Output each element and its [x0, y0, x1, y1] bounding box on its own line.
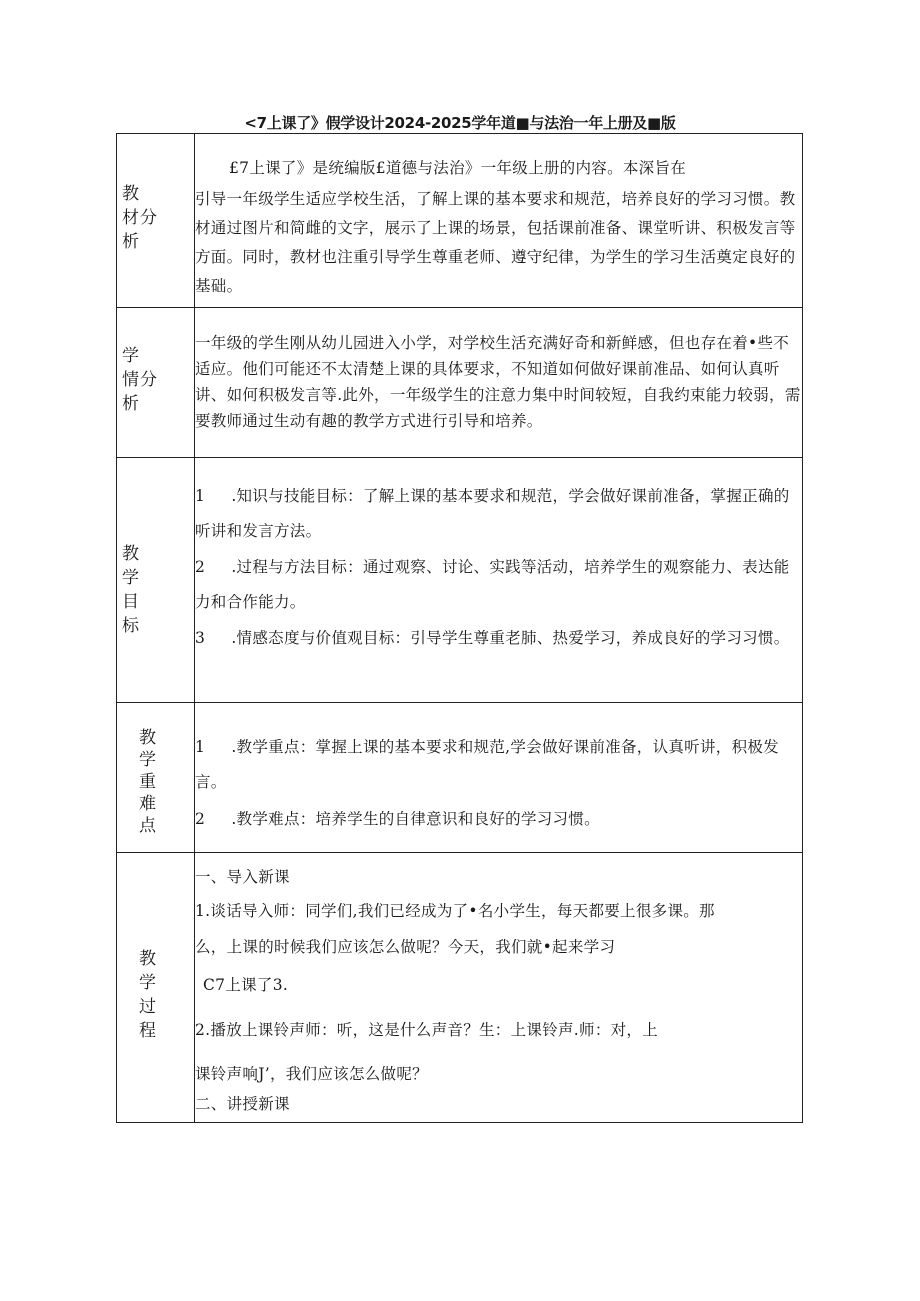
row-label: [117, 853, 195, 1123]
process-line: 课铃声响J’，我们应该怎么做呢？: [195, 1065, 428, 1083]
keypoint-text: .教学难点：培养学生的自律意识和良好的学习习惯。: [231, 810, 600, 828]
goal-text: .过程与方法目标：通过观察、讨论、实践等活动，培养学生的观察能力、表达能力和合作能力。: [195, 558, 790, 611]
goal-text: .知识与技能目标：了解上课的基本要求和规范，学会做好课前准备，掌握正确的听讲和发言方法。: [195, 487, 790, 540]
row-teaching-process: [117, 853, 803, 1123]
content-paragraph: 引导一年级学生适应学校生活，了解上课的基本要求和规范，培养良好的学习习惯。教材通过图片和简雌的文字，展示了上课的场景，包括课前准备、课堂听讲、积极发言等方面。同时，教材也注重引导学生尊重老师、遵守纪律，为学生的学习生活奠定良好的基础。: [195, 190, 796, 295]
row-teaching-goals: [117, 458, 803, 703]
goal-text: .情感态度与价值观目标：引导学生尊重老肺、热爱学习，养成良好的学习习惯。: [231, 629, 790, 647]
row-label: [117, 134, 195, 308]
row-key-points: [117, 703, 803, 853]
content-paragraph: 一年级的学生刚从幼儿园进入小学，对学校生活充满好奇和新鲜感，但也存在着•些不适应。他们可能还不太清楚上课的具体要求，不知道如何做好课前准品、如何认真听讲、如何积极发言等.此外，一年级学生的注意力集中时间较短，自我约束能力较弱，需要教师通过生动有趣的教学方式进行引导和培养。: [195, 334, 801, 430]
content-first-line: £7上课了》是统编版£道德与法治》一年级上册的内容。本深旨在: [229, 159, 687, 177]
keypoint-text: .教学重点：掌握上课的基本要求和规范,学会做好课前准备，认真听讲，积极发言。: [195, 738, 779, 791]
row-label-text: 教 学 过 程: [139, 949, 157, 1041]
row-label-text: 教 材分 析: [122, 184, 158, 252]
row-student-analysis: [117, 308, 803, 458]
row-content: [195, 308, 803, 458]
goal-item: [195, 621, 802, 656]
row-label: [117, 308, 195, 458]
row-label-text: 学 情分 析: [122, 346, 158, 414]
row-textbook-analysis: [117, 134, 803, 308]
goal-item: [195, 479, 802, 549]
process-line: 1.谈话导入师：同学们,我们已经成为了•名小学生，每天都要上很多课。那: [195, 902, 715, 920]
keypoint-number: 1: [195, 738, 206, 756]
goal-number: 1: [195, 487, 206, 505]
row-label: [117, 703, 195, 853]
process-line: 二、讲授新课: [195, 1095, 290, 1113]
row-content: [195, 703, 803, 853]
row-label: [117, 458, 195, 703]
row-label-text: 教 学 目 标: [122, 544, 140, 636]
keypoint-item: [195, 802, 802, 837]
row-label-text: 教 学 重 难 点: [139, 728, 157, 836]
row-content: [195, 458, 803, 703]
process-line: C7上课了3.: [203, 976, 289, 994]
process-line: 么，上课的时候我们应该怎么做呢？今天，我们就•起来学习: [195, 938, 616, 956]
goal-item: [195, 550, 802, 620]
document-title: <7上课了》假学设计2024-2025学年道■与法治一年上册及■版: [244, 114, 676, 132]
lesson-plan-table: [116, 133, 803, 1123]
process-line: 2.播放上课铃声师：听，这是什么声音？生：上课铃声.师：对，上: [195, 1021, 659, 1039]
row-content: [195, 853, 803, 1123]
process-line: 一、导入新课: [195, 868, 290, 886]
goal-number: 2: [195, 558, 206, 576]
row-content: [195, 134, 803, 308]
keypoint-item: [195, 730, 802, 800]
goal-number: 3: [195, 629, 206, 647]
keypoint-number: 2: [195, 810, 206, 828]
